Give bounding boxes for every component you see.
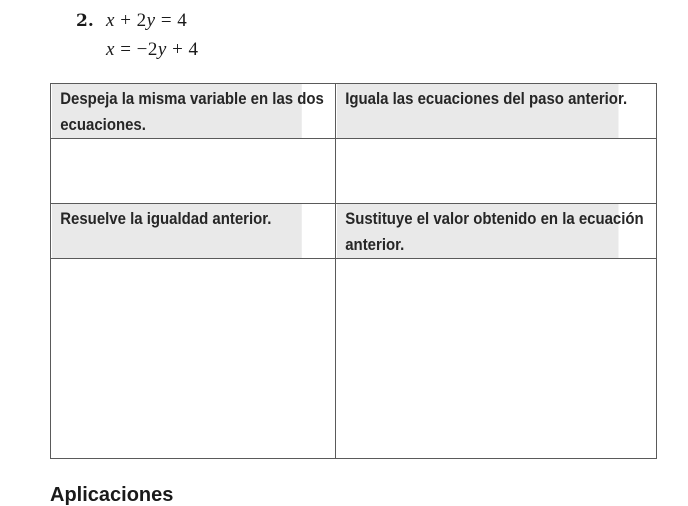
step-2-label: Iguala las ecuaciones del paso anterior. xyxy=(344,89,627,108)
equation-2-x: x xyxy=(106,39,115,60)
next-section-heading: Aplicaciones xyxy=(50,484,174,506)
table-row xyxy=(51,84,657,139)
problem-number: 2. xyxy=(76,11,94,31)
table-row xyxy=(51,259,657,459)
table-row xyxy=(51,204,657,259)
equation-2-coef: = −2 xyxy=(114,39,158,60)
step-1-label: Despeja la misma variable en las dos ecuaciones. xyxy=(59,89,324,134)
equation-1 xyxy=(106,10,187,32)
equation-1-coef: + 2 xyxy=(114,10,147,31)
equation-2-y: y xyxy=(157,39,167,60)
equation-2-rest: + 4 xyxy=(166,39,199,60)
step-3-label: Resuelve la igualdad anterior. xyxy=(59,209,271,228)
equation-2 xyxy=(106,39,199,61)
step-4-answer-area[interactable] xyxy=(336,259,657,459)
step-2-answer-area[interactable] xyxy=(336,139,657,204)
step-1-answer-area[interactable] xyxy=(51,139,336,204)
table-row xyxy=(51,139,657,204)
steps-table xyxy=(50,83,657,459)
step-1-header xyxy=(51,84,324,139)
equation-1-rest: = 4 xyxy=(155,10,188,31)
equation-1-y: y xyxy=(146,10,156,31)
step-3-header xyxy=(51,204,302,259)
equation-1-x: x xyxy=(106,10,115,31)
step-2-header xyxy=(336,84,627,139)
step-3-answer-area[interactable] xyxy=(51,259,336,459)
step-4-label: Sustituye el valor obtenido en la ecuación anterior. xyxy=(344,209,644,254)
step-4-header xyxy=(336,204,644,259)
